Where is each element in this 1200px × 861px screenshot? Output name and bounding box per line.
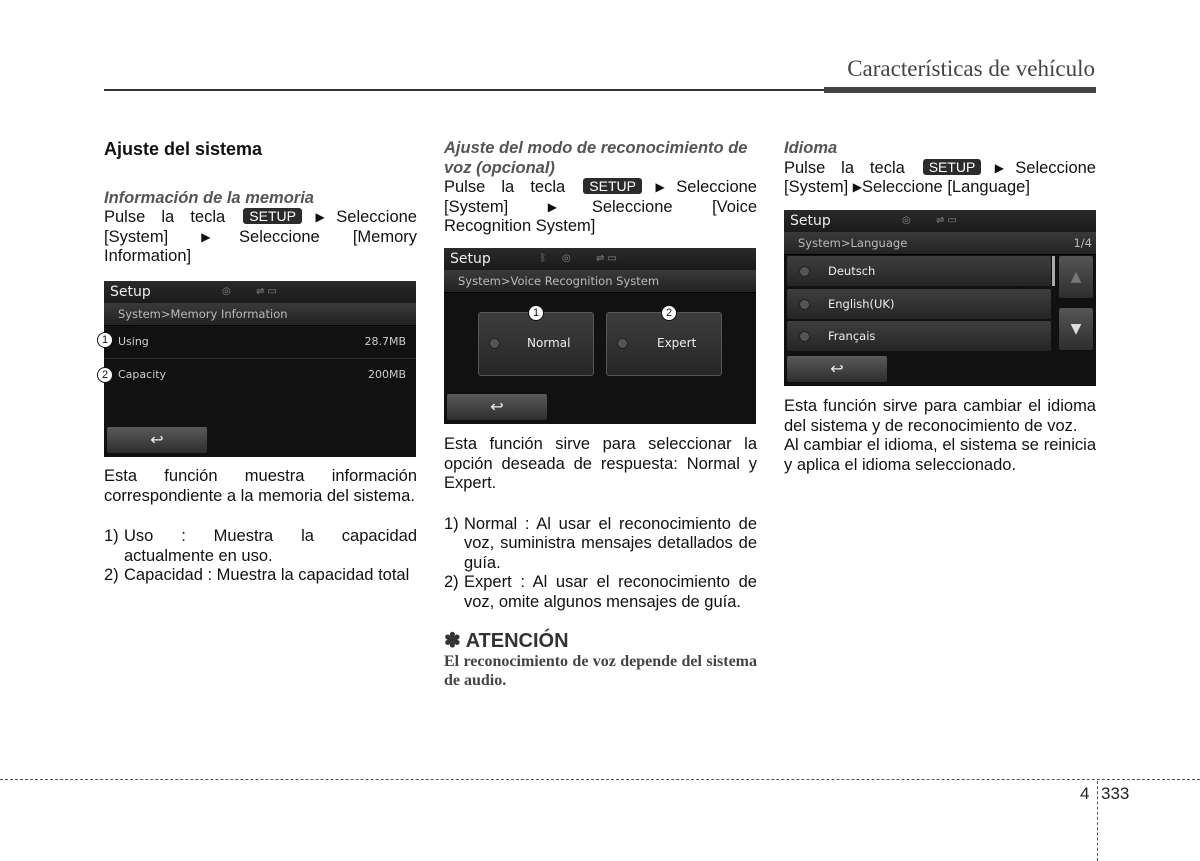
page-indicator: 1/4 bbox=[1073, 236, 1092, 250]
radio-indicator-icon bbox=[617, 338, 628, 349]
warning-text: El reconocimiento de voz depende del sistema de audio. bbox=[444, 652, 757, 689]
instruction-text: Seleccione bbox=[336, 208, 417, 226]
screen-title-bar bbox=[444, 248, 756, 270]
setup-key-badge: SETUP bbox=[583, 178, 642, 194]
screen-breadcrumb: System>Voice Recognition System bbox=[444, 270, 756, 293]
memory-options-list bbox=[104, 527, 417, 586]
triangle-down-icon: ▼ bbox=[1070, 321, 1082, 337]
disc-icon: ◎ bbox=[562, 253, 571, 264]
list-number: 1) bbox=[104, 527, 119, 545]
back-button[interactable] bbox=[107, 427, 207, 453]
column-memory bbox=[104, 140, 417, 267]
callout-number: 1 bbox=[97, 332, 113, 348]
list-text: Expert : Al usar el reconocimiento de voz, omite algunos mensajes de guía. bbox=[464, 573, 757, 611]
voice-options-list bbox=[444, 515, 757, 613]
disc-icon: ◎ bbox=[222, 286, 231, 297]
memory-using-row bbox=[104, 326, 416, 359]
list-text: Normal : Al usar el reconocimiento de voz, suministra mensajes detallados de guía. bbox=[464, 514, 757, 572]
list-item bbox=[104, 527, 417, 566]
screen-title-bar bbox=[784, 210, 1096, 232]
voice-description bbox=[444, 435, 757, 690]
screen-breadcrumb bbox=[784, 232, 1096, 255]
chapter-number: 4 bbox=[1080, 784, 1090, 803]
instruction-text: [Voice bbox=[712, 197, 758, 216]
footer-dashed-rule bbox=[0, 779, 1200, 780]
instruction-text: Seleccione bbox=[591, 197, 673, 216]
arrow-right-icon: ▶ bbox=[303, 210, 337, 224]
back-arrow-icon: ↩ bbox=[830, 359, 844, 378]
instruction-line: Recognition System] bbox=[444, 217, 596, 235]
arrow-right-icon: ▶ bbox=[547, 199, 592, 214]
header-rule-accent bbox=[824, 87, 1096, 93]
instruction-line: Information] bbox=[104, 247, 192, 265]
radio-indicator-icon bbox=[799, 331, 810, 342]
instruction-text: Seleccione bbox=[676, 178, 757, 196]
column-language bbox=[784, 139, 1096, 198]
language-item-francais[interactable] bbox=[787, 321, 1051, 351]
subsection-heading: Información de la memoria bbox=[104, 188, 314, 207]
option-label: Expert bbox=[657, 336, 697, 350]
arrow-right-icon: ▶ bbox=[852, 180, 863, 194]
instruction-text: Pulse la tecla bbox=[784, 158, 905, 177]
option-expert-button[interactable] bbox=[606, 312, 722, 376]
memory-description bbox=[104, 467, 417, 586]
instruction-line bbox=[104, 228, 417, 248]
page-number: 333 bbox=[1101, 784, 1130, 803]
column-voice-recognition bbox=[444, 139, 757, 237]
row-label: Capacity bbox=[118, 368, 167, 381]
breadcrumb-text: System>Language bbox=[798, 236, 908, 250]
instruction-text: [System] bbox=[444, 197, 509, 216]
list-text: Uso : Muestra la capacidad actualmente en uso. bbox=[124, 527, 417, 565]
instruction-line bbox=[444, 198, 757, 218]
language-label: Français bbox=[828, 329, 876, 343]
arrow-right-icon: ▶ bbox=[201, 229, 240, 244]
language-label: Deutsch bbox=[828, 264, 876, 278]
arrow-right-icon: ▶ bbox=[643, 180, 677, 194]
callout-number: 2 bbox=[661, 305, 677, 321]
row-value: 200MB bbox=[367, 368, 406, 381]
radio-indicator-icon bbox=[799, 299, 810, 310]
instruction-text: Pulse la tecla bbox=[104, 208, 226, 226]
option-label: Normal bbox=[527, 336, 571, 350]
list-item bbox=[444, 515, 757, 574]
usb-icon: ⇌ ▭ bbox=[936, 215, 958, 226]
warning-heading: ✽ ATENCIÓN bbox=[444, 630, 569, 652]
description-text: Esta función sirve para cambiar el idioma del sistema y de reconocimiento de voz. bbox=[784, 397, 1096, 435]
arrow-right-icon: ▶ bbox=[983, 160, 1016, 175]
scroll-down-button[interactable] bbox=[1059, 308, 1093, 350]
section-heading: Ajuste del sistema bbox=[104, 139, 263, 159]
language-label: English(UK) bbox=[828, 297, 895, 311]
screen-title: Setup bbox=[450, 251, 491, 267]
footer-dashed-divider bbox=[1097, 781, 1098, 861]
callout-number: 1 bbox=[528, 305, 544, 321]
radio-indicator-icon bbox=[489, 338, 500, 349]
instruction-line bbox=[444, 178, 757, 198]
list-number: 2) bbox=[104, 566, 119, 584]
screen-title-bar bbox=[104, 281, 416, 303]
description-text: Al cambiar el idioma, el sistema se reinicia y aplica el idioma seleccionado. bbox=[784, 436, 1096, 474]
list-number: 2) bbox=[444, 573, 459, 591]
page-header-title: Características de vehículo bbox=[847, 56, 1095, 81]
back-arrow-icon: ↩ bbox=[150, 430, 164, 449]
list-text: Capacidad : Muestra la capacidad total bbox=[124, 566, 410, 584]
language-description bbox=[784, 397, 1096, 475]
instruction-text: Seleccione bbox=[1015, 158, 1096, 177]
instruction-line bbox=[104, 208, 417, 228]
list-number: 1) bbox=[444, 514, 459, 533]
list-item bbox=[104, 566, 417, 586]
bluetooth-icon: ᛒ bbox=[540, 253, 546, 264]
instruction-text: Seleccione bbox=[239, 227, 320, 246]
scroll-up-button[interactable] bbox=[1059, 256, 1093, 298]
instruction-text: [System] bbox=[784, 178, 849, 196]
instruction-text: Seleccione [Language] bbox=[862, 178, 1030, 196]
triangle-up-icon: ▲ bbox=[1070, 269, 1082, 285]
subsection-heading: Idioma bbox=[784, 139, 838, 157]
usb-icon: ⇌ ▭ bbox=[256, 286, 278, 297]
callout-number: 2 bbox=[97, 367, 113, 383]
back-button[interactable] bbox=[447, 394, 547, 420]
screen-title: Setup bbox=[790, 213, 831, 229]
list-item bbox=[444, 573, 757, 612]
screen-title: Setup bbox=[110, 284, 151, 300]
instruction-text: [Memory bbox=[352, 227, 418, 246]
back-arrow-icon: ↩ bbox=[490, 397, 504, 416]
option-normal-button[interactable] bbox=[478, 312, 594, 376]
instruction-text: [System] bbox=[104, 227, 169, 246]
screen-breadcrumb: System>Memory Information bbox=[104, 303, 416, 326]
setup-key-badge: SETUP bbox=[243, 208, 302, 224]
instruction-text: Pulse la tecla bbox=[444, 178, 566, 196]
disc-icon: ◎ bbox=[902, 215, 911, 226]
scrollbar-thumb[interactable] bbox=[1052, 256, 1055, 286]
description-text: Esta función sirve para seleccionar la opción deseada de respuesta: Normal y Expert. bbox=[444, 435, 757, 492]
subsection-heading: Ajuste del modo de reconocimiento de voz (opcional) bbox=[444, 139, 748, 177]
setup-key-badge: SETUP bbox=[923, 159, 982, 175]
language-item-english[interactable] bbox=[787, 289, 1051, 319]
description-text: Esta función muestra información correspondiente a la memoria del sistema. bbox=[104, 467, 417, 505]
row-value: 28.7MB bbox=[364, 335, 406, 348]
usb-icon: ⇌ ▭ bbox=[596, 253, 618, 264]
radio-indicator-icon bbox=[799, 266, 810, 277]
instruction-line bbox=[784, 178, 1096, 198]
memory-info-screen bbox=[104, 281, 416, 457]
back-button[interactable] bbox=[787, 356, 887, 382]
row-label: Using bbox=[118, 335, 149, 348]
memory-capacity-row bbox=[104, 359, 416, 391]
language-item-deutsch[interactable] bbox=[787, 256, 1051, 286]
language-screen bbox=[784, 210, 1096, 386]
instruction-line bbox=[784, 159, 1096, 179]
voice-recognition-screen bbox=[444, 248, 756, 424]
